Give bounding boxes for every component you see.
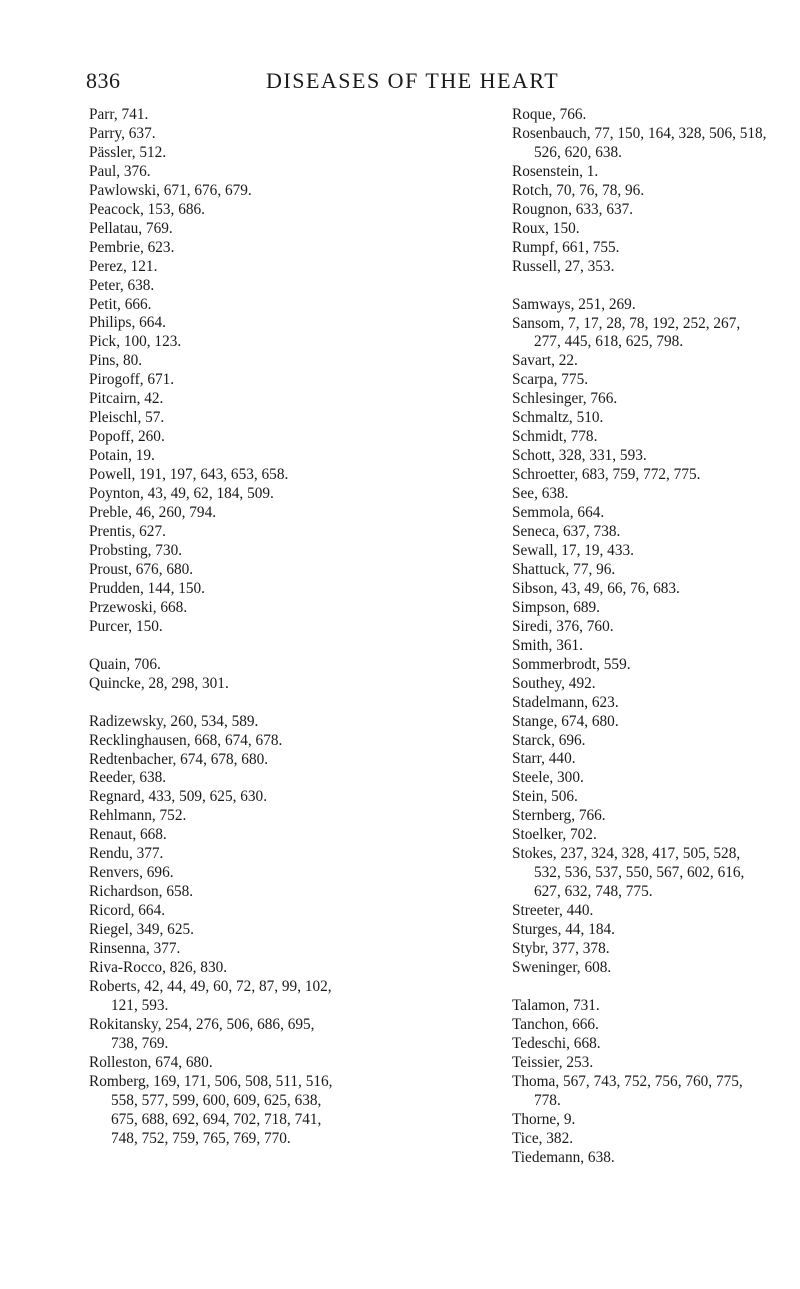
index-entry	[512, 409, 787, 428]
index-entry	[512, 732, 787, 751]
index-entry-line: Prudden, 144, 150.	[89, 579, 205, 597]
index-entry	[512, 201, 787, 220]
index-entry-line: Sommerbrodt, 559.	[512, 655, 631, 673]
index-entry-continuation: 532, 536, 537, 550, 567, 602, 616,	[534, 864, 745, 882]
index-entry-line: Schott, 328, 331, 593.	[512, 447, 647, 465]
index-entry-line: Streeter, 440.	[512, 902, 594, 920]
index-entry-line: Rosenstein, 1.	[512, 162, 599, 180]
index-entry-line: Southey, 492.	[512, 674, 596, 692]
index-entry-continuation: 558, 577, 599, 600, 609, 625, 638,	[111, 1091, 322, 1109]
index-entry	[89, 1054, 414, 1073]
index-entry	[512, 902, 787, 921]
index-entry-line: Riegel, 349, 625.	[89, 921, 194, 939]
index-entry-line: Pitcairn, 42.	[89, 390, 164, 408]
index-entry	[512, 296, 787, 315]
index-entry-line: Paul, 376.	[89, 162, 151, 180]
index-entry-line: Scarpa, 775.	[512, 371, 589, 389]
index-entry-line: Pellatau, 769.	[89, 219, 173, 237]
index-entry	[89, 106, 414, 125]
index-entry	[89, 580, 414, 599]
index-entry-line: Quain, 706.	[89, 655, 161, 673]
index-entry	[512, 352, 787, 371]
index-entry	[512, 182, 787, 201]
index-entry-line: Sturges, 44, 184.	[512, 921, 615, 939]
index-entry	[512, 106, 787, 125]
index-entry	[89, 485, 414, 504]
index-entry-line: Quincke, 28, 298, 301.	[89, 674, 229, 692]
letter-section-gap	[512, 978, 787, 997]
index-column-right	[512, 106, 787, 1167]
index-entry	[512, 523, 787, 542]
index-entry-line: Pirogoff, 671.	[89, 371, 175, 389]
index-entry-line: Parry, 637.	[89, 124, 156, 142]
index-entry-line: Stokes, 237, 324, 328, 417, 505, 528,	[512, 845, 741, 863]
index-entry	[512, 390, 787, 409]
index-entry	[512, 713, 787, 732]
index-entry	[89, 163, 414, 182]
index-entry-line: Roberts, 42, 44, 49, 60, 72, 87, 99, 102,	[89, 977, 332, 995]
letter-section-gap	[512, 277, 787, 296]
index-entry-line: Recklinghausen, 668, 674, 678.	[89, 731, 283, 749]
index-entry	[512, 542, 787, 561]
index-entry-line: Powell, 191, 197, 643, 653, 658.	[89, 466, 289, 484]
index-entry	[512, 1073, 787, 1111]
index-entry-line: Tiedemann, 638.	[512, 1148, 615, 1166]
index-entry-line: Rotch, 70, 76, 78, 96.	[512, 181, 645, 199]
index-entry	[512, 1111, 787, 1130]
index-entry-line: Redtenbacher, 674, 678, 680.	[89, 750, 269, 768]
index-entry	[89, 333, 414, 352]
index-entry-continuation: 778.	[534, 1091, 561, 1109]
index-entry-line: Pick, 100, 123.	[89, 333, 182, 351]
index-entry-line: Semmola, 664.	[512, 504, 605, 522]
index-entry	[89, 599, 414, 618]
index-entry	[512, 580, 787, 599]
index-entry	[89, 732, 414, 751]
index-entry-line: Teissier, 253.	[512, 1053, 594, 1071]
index-entry-line: Probsting, 730.	[89, 541, 183, 559]
index-entry-line: Schlesinger, 766.	[512, 390, 618, 408]
index-entry	[89, 314, 414, 333]
index-entry	[89, 409, 414, 428]
index-entry-line: Tice, 382.	[512, 1129, 574, 1147]
index-entry-line: Rosenbauch, 77, 150, 164, 328, 506, 518,	[512, 124, 767, 142]
index-entry-line: Philips, 664.	[89, 314, 166, 332]
index-entry-line: Schmaltz, 510.	[512, 409, 604, 427]
index-entry	[89, 675, 414, 694]
index-entry-continuation: 748, 752, 759, 765, 769, 770.	[111, 1129, 291, 1147]
index-entry-line: Siredi, 376, 760.	[512, 617, 614, 635]
index-entry-line: Pässler, 512.	[89, 143, 167, 161]
index-entry	[89, 504, 414, 523]
index-entry	[89, 296, 414, 315]
index-entry-line: Proust, 676, 680.	[89, 560, 194, 578]
index-entry	[512, 921, 787, 940]
index-entry-line: Radizewsky, 260, 534, 589.	[89, 712, 259, 730]
index-entry-line: Rendu, 377.	[89, 845, 164, 863]
index-entry-line: Poynton, 43, 49, 62, 184, 509.	[89, 485, 274, 503]
index-entry-line: Ricord, 664.	[89, 902, 166, 920]
index-entry	[89, 561, 414, 580]
index-entry	[512, 1035, 787, 1054]
index-entry	[512, 826, 787, 845]
index-entry	[512, 1054, 787, 1073]
index-entry	[89, 1073, 414, 1149]
index-entry	[89, 428, 414, 447]
index-entry	[89, 1016, 414, 1054]
index-entry-line: Stadelmann, 623.	[512, 693, 619, 711]
index-entry-line: Savart, 22.	[512, 352, 578, 370]
index-entry	[89, 788, 414, 807]
index-entry-line: Smith, 361.	[512, 636, 583, 654]
index-entry	[512, 428, 787, 447]
index-entry-line: Regnard, 433, 509, 625, 630.	[89, 788, 268, 806]
index-entry	[89, 466, 414, 485]
index-entry-line: Starr, 440.	[512, 750, 576, 768]
index-entry	[512, 220, 787, 239]
index-entry-line: Pembrie, 623.	[89, 238, 175, 256]
index-entry-line: See, 638.	[512, 485, 569, 503]
index-entry-line: Pleischl, 57.	[89, 409, 165, 427]
index-entry	[89, 542, 414, 561]
index-entry-continuation: 121, 593.	[111, 996, 169, 1014]
index-entry-line: Riva-Rocco, 826, 830.	[89, 958, 228, 976]
index-entry	[512, 504, 787, 523]
index-entry	[89, 618, 414, 637]
index-entry-line: Sternberg, 766.	[512, 807, 606, 825]
index-entry	[512, 694, 787, 713]
index-entry	[89, 921, 414, 940]
index-entry	[512, 371, 787, 390]
index-entry	[512, 959, 787, 978]
index-entry	[89, 277, 414, 296]
letter-section-gap	[89, 694, 414, 713]
index-entry	[512, 997, 787, 1016]
index-entry	[512, 561, 787, 580]
index-entry-line: Starck, 696.	[512, 731, 586, 749]
index-entry-line: Seneca, 637, 738.	[512, 523, 621, 541]
index-entry	[89, 883, 414, 902]
index-entry-continuation: 738, 769.	[111, 1034, 169, 1052]
index-entry	[89, 864, 414, 883]
index-entry-line: Shattuck, 77, 96.	[512, 560, 616, 578]
index-entry	[512, 769, 787, 788]
index-entry-line: Schmidt, 778.	[512, 428, 598, 446]
index-entry	[512, 163, 787, 182]
index-entry	[89, 826, 414, 845]
index-entry-line: Rehlmann, 752.	[89, 807, 187, 825]
index-entry	[89, 656, 414, 675]
index-entry-line: Preble, 46, 260, 794.	[89, 504, 217, 522]
index-entry-line: Prentis, 627.	[89, 522, 166, 540]
index-entry-line: Popoff, 260.	[89, 428, 165, 446]
index-entry	[89, 220, 414, 239]
index-entry	[512, 618, 787, 637]
index-entry	[512, 447, 787, 466]
index-entry-line: Rokitansky, 254, 276, 506, 686, 695,	[89, 1015, 315, 1033]
index-entry	[89, 144, 414, 163]
index-entry	[512, 675, 787, 694]
index-entry-line: Schroetter, 683, 759, 772, 775.	[512, 466, 701, 484]
index-entry	[512, 315, 787, 353]
index-entry-line: Stange, 674, 680.	[512, 712, 619, 730]
index-entry-line: Stein, 506.	[512, 788, 578, 806]
index-entry-continuation: 526, 620, 638.	[534, 143, 622, 161]
index-entry-continuation: 675, 688, 692, 694, 702, 718, 741,	[111, 1110, 322, 1128]
index-entry-continuation: 627, 632, 748, 775.	[534, 883, 653, 901]
index-entry-line: Sweninger, 608.	[512, 958, 612, 976]
index-entry	[89, 751, 414, 770]
index-entry-line: Rougnon, 633, 637.	[512, 200, 634, 218]
index-entry	[512, 1149, 787, 1168]
index-entry	[512, 637, 787, 656]
index-column-left	[89, 106, 414, 1149]
index-entry-line: Potain, 19.	[89, 447, 155, 465]
index-entry-line: Thorne, 9.	[512, 1110, 576, 1128]
index-entry-line: Reeder, 638.	[89, 769, 167, 787]
index-entry	[89, 447, 414, 466]
index-entry-line: Renvers, 696.	[89, 864, 174, 882]
index-entry-line: Peter, 638.	[89, 276, 155, 294]
index-entry	[512, 125, 787, 163]
index-entry-line: Petit, 666.	[89, 295, 152, 313]
index-entry	[512, 845, 787, 902]
index-entry-line: Przewoski, 668.	[89, 598, 188, 616]
index-entry-line: Roque, 766.	[512, 106, 587, 123]
index-entry-line: Tanchon, 666.	[512, 1015, 599, 1033]
index-entry	[512, 940, 787, 959]
index-entry-line: Rolleston, 674, 680.	[89, 1053, 213, 1071]
index-entry	[89, 523, 414, 542]
index-entry-line: Pawlowski, 671, 676, 679.	[89, 181, 252, 199]
index-entry	[512, 239, 787, 258]
index-entry-line: Pins, 80.	[89, 352, 143, 370]
index-entry	[89, 902, 414, 921]
index-entry	[89, 807, 414, 826]
index-entry	[89, 390, 414, 409]
index-entry	[512, 1130, 787, 1149]
index-entry	[512, 750, 787, 769]
index-entry-line: Romberg, 169, 171, 506, 508, 511, 516,	[89, 1072, 333, 1090]
index-entry	[512, 466, 787, 485]
index-entry-line: Perez, 121.	[89, 257, 158, 275]
index-entry-line: Peacock, 153, 686.	[89, 200, 205, 218]
index-entry	[512, 1016, 787, 1035]
index-entry	[89, 769, 414, 788]
index-entry-line: Talamon, 731.	[512, 996, 600, 1014]
index-entry-line: Sansom, 7, 17, 28, 78, 192, 252, 267,	[512, 314, 741, 332]
index-entry	[89, 125, 414, 144]
index-entry-line: Stoelker, 702.	[512, 826, 597, 844]
index-entry-line: Roux, 150.	[512, 219, 580, 237]
index-entry-line: Sibson, 43, 49, 66, 76, 683.	[512, 579, 680, 597]
index-entry-line: Steele, 300.	[512, 769, 584, 787]
index-entry	[512, 599, 787, 618]
index-entry-line: Rumpf, 661, 755.	[512, 238, 620, 256]
index-entry-line: Rinsenna, 377.	[89, 940, 181, 958]
index-entry	[89, 959, 414, 978]
index-entry	[89, 845, 414, 864]
index-entry-line: Simpson, 689.	[512, 598, 600, 616]
letter-section-gap	[89, 637, 414, 656]
index-entry	[512, 258, 787, 277]
index-entry	[89, 182, 414, 201]
index-entry-line: Richardson, 658.	[89, 883, 194, 901]
page-header	[86, 68, 728, 96]
index-entry-line: Samways, 251, 269.	[512, 295, 636, 313]
page-number: 836	[86, 68, 121, 93]
index-entry	[89, 940, 414, 959]
index-entry	[512, 485, 787, 504]
index-entry	[512, 807, 787, 826]
index-entry-line: Stybr, 377, 378.	[512, 939, 610, 957]
index-entry	[89, 713, 414, 732]
index-entry-line: Thoma, 567, 743, 752, 756, 760, 775,	[512, 1072, 743, 1090]
index-entry	[89, 371, 414, 390]
index-entry-line: Parr, 741.	[89, 106, 149, 123]
index-entry-continuation: 277, 445, 618, 625, 798.	[534, 333, 684, 351]
index-entry-line: Tedeschi, 668.	[512, 1034, 601, 1052]
index-entry	[512, 788, 787, 807]
index-entry-line: Renaut, 668.	[89, 826, 167, 844]
index-entry	[89, 258, 414, 277]
index-entry-line: Russell, 27, 353.	[512, 257, 615, 275]
index-entry	[89, 978, 414, 1016]
index-entry	[89, 239, 414, 258]
index-entry	[89, 352, 414, 371]
running-head: DISEASES OF THE HEART	[266, 68, 560, 93]
index-entry	[512, 656, 787, 675]
index-entry-line: Sewall, 17, 19, 433.	[512, 541, 634, 559]
index-entry-line: Purcer, 150.	[89, 617, 163, 635]
index-entry	[89, 201, 414, 220]
